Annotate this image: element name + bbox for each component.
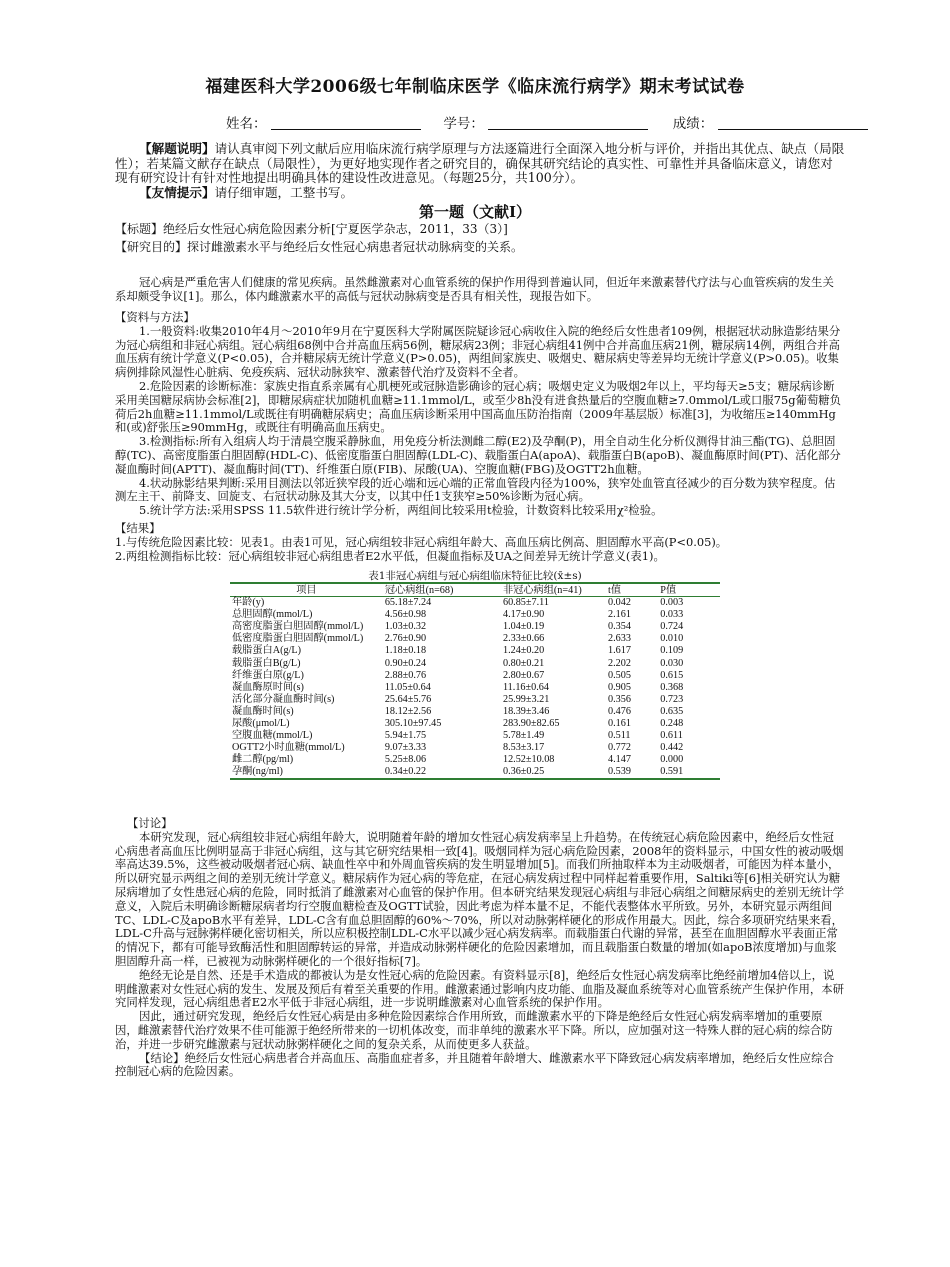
results-heading: 【结果】	[115, 521, 161, 535]
intro-paragraph: 冠心病是严重危害人们健康的常见疾病。虽然雌激素对心血管系统的保护作用得到普遍认同，但近年来激素替代疗法与心血管疾病的发生关系却颇受争议[1]。那么，体内雌激素水平的高低与冠状动脉病变是否具有相关性，现报告如下。	[115, 275, 834, 303]
row-t-value: 0.354	[607, 621, 631, 633]
row-p-value: 0.248	[660, 717, 684, 729]
table-row	[230, 633, 720, 645]
name-blank[interactable]	[271, 117, 421, 130]
paper-title-line: 【标题】绝经后女性冠心病危险因素分析[宁夏医学杂志，2011，33（3）]	[115, 222, 508, 236]
row-item: 总胆固醇(mmol/L)	[232, 609, 313, 621]
paper-purpose-line: 【研究目的】探讨雌激素水平与绝经后女性冠心病患者冠状动脉病变的关系。	[115, 240, 524, 255]
table-caption: 表1非冠心病组与冠心病组临床特征比较(x̄±s)	[368, 570, 582, 582]
row-item: 载脂蛋白B(g/L)	[232, 657, 301, 669]
student-no-blank[interactable]	[488, 117, 648, 130]
col-chd-group: 冠心病组(n=68)	[383, 583, 501, 597]
row-chd-value: 25.64±5.76	[384, 693, 432, 705]
table-row	[230, 670, 720, 682]
row-t-value: 0.476	[607, 705, 631, 717]
row-chd-value: 4.56±0.98	[384, 609, 427, 621]
results-section	[115, 522, 845, 563]
row-t-value: 0.505	[607, 669, 631, 681]
conclusion-label: 【结论】	[139, 1050, 185, 1065]
methods-item-3: 3.检测指标:所有入组病人均于清晨空腹采静脉血，用免疫分析法测雌二醇(E2)及孕酮(P)，用全自动生化分析仪测得甘油三酯(TG)、总胆固醇(TC)、高密度脂蛋白胆固醇(HDL-C)、低密度脂蛋白胆固醇(LDL-C)、载脂蛋白A(apoA)、载脂蛋白B(apoB)、凝血酶原时间(PT)、活化部分凝血酶时间(APTT)、凝血酶时间(TT)、纤维蛋白原(FIB)、尿酸(UA)、空腹血糖(FBG)及OGTT2h血糖。	[115, 434, 841, 476]
instructions	[115, 142, 845, 200]
table-row	[230, 766, 720, 779]
row-item: 雌二醇(pg/ml)	[232, 754, 294, 766]
row-item: 载脂蛋白A(g/L)	[232, 645, 302, 657]
row-p-value: 0.442	[660, 742, 684, 754]
row-non-chd-value: 12.52±10.08	[502, 754, 555, 766]
row-item: 年龄(y)	[232, 597, 265, 609]
row-p-value: 0.724	[660, 621, 684, 633]
methods-item-5: 5.统计学方法:采用SPSS 11.5软件进行统计学分析，两组间比较采用t检验，计数资料比较采用χ²检验。	[139, 503, 663, 518]
row-non-chd-value: 11.16±0.64	[502, 681, 549, 693]
row-chd-value: 1.03±0.32	[384, 621, 427, 633]
table-row	[230, 657, 720, 669]
tip-text: 请仔细审题，工整书写。	[214, 184, 354, 200]
col-p-value: P值	[658, 583, 720, 597]
row-chd-value: 305.10±97.45	[384, 717, 442, 729]
row-p-value: 0.611	[660, 730, 683, 742]
row-t-value: 1.617	[607, 645, 631, 657]
row-non-chd-value: 60.85±7.11	[502, 597, 549, 609]
row-non-chd-value: 2.33±0.66	[502, 633, 545, 645]
discussion-paragraph-3: 因此，通过研究发现，绝经后女性冠心病是由多种危险因素综合作用所致，而雌激素水平的下降是绝经后女性冠心病发病率增加的重要原因，雌激素替代治疗效果不佳可能源于绝经所带来的一切机体改变，而非单纯的激素水平下降。所以，应加强对这一特殊人群的冠心病的综合防治，并进一步研究雌激素与冠状动脉粥样硬化之间的复杂关系，从而使更多人获益。	[115, 1009, 833, 1051]
row-item: 空腹血糖(mmol/L)	[232, 730, 313, 742]
row-non-chd-value: 2.80±0.67	[502, 669, 545, 681]
instructions-label: 【解题说明】	[139, 141, 215, 156]
tip-label: 【友情提示】	[139, 184, 215, 200]
row-p-value: 0.010	[660, 633, 684, 645]
row-p-value: 0.723	[660, 693, 684, 705]
row-t-value: 0.161	[607, 717, 631, 729]
student-no-label: 学号：	[443, 116, 484, 132]
row-chd-value: 1.18±0.18	[384, 645, 427, 657]
table-header-row	[230, 583, 720, 597]
table-row	[230, 706, 720, 718]
methods-item-4: 4.状动脉影结果判断:采用目测法以邻近狭窄段的近心端和远心端的正常血管段内径为100%，狭窄处血管直径减少的百分数为狭窄程度。估测左主干、前降支、回旋支、右冠状动脉及其大分支，以其中任1支狭窄≥50%诊断为冠心病。	[115, 475, 836, 504]
row-p-value: 0.368	[660, 681, 684, 693]
col-t-value: t值	[606, 583, 658, 597]
row-item: 尿酸(μmol/L)	[232, 717, 290, 729]
col-item: 项目	[230, 583, 383, 597]
row-p-value: 0.109	[660, 645, 684, 657]
row-t-value: 0.356	[607, 693, 631, 705]
row-p-value: 0.003	[660, 597, 684, 609]
methods-item-1: 1.一般资料:收集2010年4月～2010年9月在宁夏医科大学附属医院疑诊冠心病收住入院的绝经后女性患者109例，根据冠状动脉造影结果分为冠心病组和非冠心病组。冠心病组68例中合并高血压病56例，糖尿病23例；非冠心病组41例中合并高血压病21例，糖尿病14例，两组合并高血压病有统计学意义(P<0.05)，合并糖尿病无统计学意义(P>0.05)，两组间家族史、吸烟史、糖尿病史等差异均无统计学意义(P>0.05)。收集病例排除风湿性心脏病、免疫疾病、冠状动脉狭窄、激素替代治疗及资料不全者。	[115, 323, 841, 380]
methods-heading: 【资料与方法】	[115, 310, 195, 324]
row-item: 纤维蛋白原(g/L)	[232, 669, 304, 681]
row-non-chd-value: 18.39±3.46	[502, 705, 550, 717]
row-item: 凝血酶时间(s)	[232, 705, 294, 717]
section-title: 第一题（文献Ⅰ）	[418, 203, 532, 221]
methods-item-2: 2.危险因素的诊断标准：家族史指直系亲属有心肌梗死或冠脉造影确诊的冠心病；吸烟史定义为吸烟2年以上，平均每天≥5支；糖尿病诊断采用美国糖尿病协会标准[2]，即糖尿病症状加随机血糖≥11.1mmol/L，或至少8h没有进食热量后的空腹血糖≥7.0mmol/L或口服75g葡萄糖负荷后2h血糖≥11.1mmol/L或既往有明确糖尿病史；高血压病诊断采用中国高血压防治指南（2009年基层版）标准[3]，为收缩压≥140mmHg和(或)舒张压≥90mmHg，或既往有明确高血压病史。	[115, 378, 842, 435]
conclusion-text: 绝经后女性冠心病患者合并高血压、高脂血症者多，并且随着年龄增大、雌激素水平下降致冠心病发病率增加，绝经后女性应综合控制冠心病的危险因素。	[115, 1050, 834, 1079]
row-t-value: 0.042	[607, 597, 631, 609]
discussion-paragraph-1: 本研究发现，冠心病组较非冠心病组年龄大，说明随着年龄的增加女性冠心病发病率呈上升趋势。在传统冠心病危险因素中，绝经后女性冠心病患者高血压比例明显高于非冠心病组，这与其它研究结果相一致[4]。吸烟同样为冠心病危险因素，2008年的资料显示，中国女性的被动吸烟率高达39.5%，这些被动吸烟者冠心病、缺血性卒中和外周血管疾病的发生明显增加[5]。而我们所抽取样本为主动吸烟者，可能因为样本量小，所以研究显示两组之间的差别无统计学意义。糖尿病作为冠心病的等危症，在冠心病发病过程中同样起着重要作用，Saltiki等[6]相关研究认为糖尿病增加了女性患冠心病的危险，同时抵消了雌激素对心血管的保护作用。但本研究结果发现冠心病组与非冠心病组之间糖尿病史的差别无统计学意义，入院后未明确诊断糖尿病者均行空腹血糖检查及OGTT试验，因此考虑为样本量不足，不能代表整体水平所致。另外，本研究显示两组间TC、LDL-C及apoB水平有差异，LDL-C含有血总胆固醇的60%～70%，所以对动脉粥样硬化的形成作用最大。因此，综合多项研究结果来看，LDL-C升高与冠脉粥样硬化密切相关，所以应积极控制LDL-C水平以减少冠心病发病率。而载脂蛋白代谢的异常，甚至在血胆固醇水平表面正常的情况下，都有可能导致酶活性和胆固醇转运的异常，并造成动脉粥样硬化的危险因素增加，而且载脂蛋白数量的增加(如apoB浓度增加)与血浆胆固醇升高一样，已被视为动脉粥样硬化的一个很好指标[7]。	[115, 829, 845, 968]
row-chd-value: 65.18±7.24	[384, 597, 432, 609]
row-non-chd-value: 4.17±0.90	[502, 609, 545, 621]
row-item: 高密度脂蛋白胆固醇(mmol/L)	[232, 621, 364, 633]
clinical-characteristics-table	[230, 582, 720, 780]
score-blank[interactable]	[718, 117, 868, 130]
table-row	[230, 609, 720, 621]
row-item: 低密度脂蛋白胆固醇(mmol/L)	[232, 633, 364, 645]
row-non-chd-value: 1.04±0.19	[502, 621, 545, 633]
row-non-chd-value: 0.80±0.21	[502, 657, 545, 669]
row-chd-value: 2.88±0.76	[384, 669, 427, 681]
row-chd-value: 11.05±0.64	[384, 681, 431, 693]
row-t-value: 2.161	[607, 609, 631, 621]
table-row	[230, 730, 720, 742]
row-t-value: 0.905	[607, 681, 631, 693]
row-non-chd-value: 0.36±0.25	[501, 766, 606, 779]
table-row	[230, 694, 720, 706]
methods-section	[115, 311, 845, 518]
name-label: 姓名：	[226, 116, 267, 132]
row-t-value: 0.772	[607, 742, 631, 754]
paper-header	[115, 222, 845, 256]
row-chd-value: 18.12±2.56	[384, 705, 432, 717]
table-row	[230, 742, 720, 754]
row-chd-value: 9.07±3.33	[384, 742, 427, 754]
table-row	[230, 754, 720, 766]
row-p-value: 0.591	[658, 766, 720, 779]
instructions-text: 请认真审阅下列文献后应用临床流行病学原理与方法逐篇进行全面深入地分析与评价，并指出其优点、缺点（局限性）；若某篇文献存在缺点（局限性），为更好地实现作者之研究目的，确保其研究结论的真实性、可靠性并具备临床意义，请您对现有研究设计有针对性地提出明确具体的建设性改进意见。（每题25分，共100分）。	[115, 141, 845, 186]
row-chd-value: 2.76±0.90	[384, 633, 427, 645]
row-item: OGTT2小时血糖(mmol/L)	[232, 742, 345, 754]
table-row	[230, 645, 720, 657]
row-non-chd-value: 1.24±0.20	[502, 645, 545, 657]
row-t-value: 2.633	[607, 633, 631, 645]
row-non-chd-value: 25.99±3.21	[502, 693, 550, 705]
row-p-value: 0.635	[660, 705, 684, 717]
row-chd-value: 0.90±0.24	[384, 657, 427, 669]
row-t-value: 2.202	[607, 657, 631, 669]
row-chd-value: 0.34±0.22	[383, 766, 501, 779]
row-p-value: 0.033	[660, 609, 684, 621]
row-p-value: 0.615	[660, 669, 684, 681]
col-non-chd-group: 非冠心病组(n=41)	[501, 583, 606, 597]
row-p-value: 0.030	[660, 657, 684, 669]
table-row	[230, 718, 720, 730]
discussion-paragraph-2: 绝经无论是自然、还是手术造成的都被认为是女性冠心病的危险因素。有资料显示[8]，绝经后女性冠心病发病率比绝经前增加4倍以上，说明雌激素对女性冠心病的发生、发展及预后有着至关重要的作用。雌激素通过影响内皮功能、血脂及凝血系统等对心血管系统产生保护作用，本研究同样发现，冠心病组患者E2水平低于非冠心病组，进一步说明雌激素对心血管系统的保护作用。	[115, 967, 845, 1010]
row-t-value: 4.147	[607, 754, 631, 766]
row-non-chd-value: 8.53±3.17	[502, 742, 545, 754]
row-item: 凝血酶原时间(s)	[232, 681, 304, 693]
discussion-heading: 【讨论】	[127, 816, 173, 830]
exam-title: 福建医科大学2006级七年制临床医学《临床流行病学》期末考试试卷	[205, 77, 745, 97]
table-row	[230, 682, 720, 694]
row-t-value: 0.511	[607, 730, 631, 742]
row-t-value: 0.539	[606, 766, 658, 779]
results-item-1: 1.与传统危险因素比较：见表1。由表1可见，冠心病组较非冠心病组年龄大、高血压病比例高、胆固醇水平高(P<0.05)。	[115, 534, 728, 549]
row-chd-value: 5.94±1.75	[384, 730, 427, 742]
row-non-chd-value: 283.90±82.65	[502, 717, 560, 729]
table-row	[230, 621, 720, 633]
row-item: 孕酮(ng/ml)	[230, 766, 383, 779]
student-info-fields	[226, 112, 868, 132]
table-row	[230, 597, 720, 610]
score-label: 成绩：	[672, 116, 714, 132]
discussion-section	[115, 817, 845, 1079]
row-non-chd-value: 5.78±1.49	[502, 730, 545, 742]
row-p-value: 0.000	[660, 754, 684, 766]
row-item: 活化部分凝血酶时间(s)	[232, 693, 335, 705]
results-item-2: 2.两组检测指标比较：冠心病组较非冠心病组患者E2水平低，但凝血指标及UA之间差异无统计学意义(表1)。	[115, 548, 665, 563]
row-chd-value: 5.25±8.06	[384, 754, 427, 766]
